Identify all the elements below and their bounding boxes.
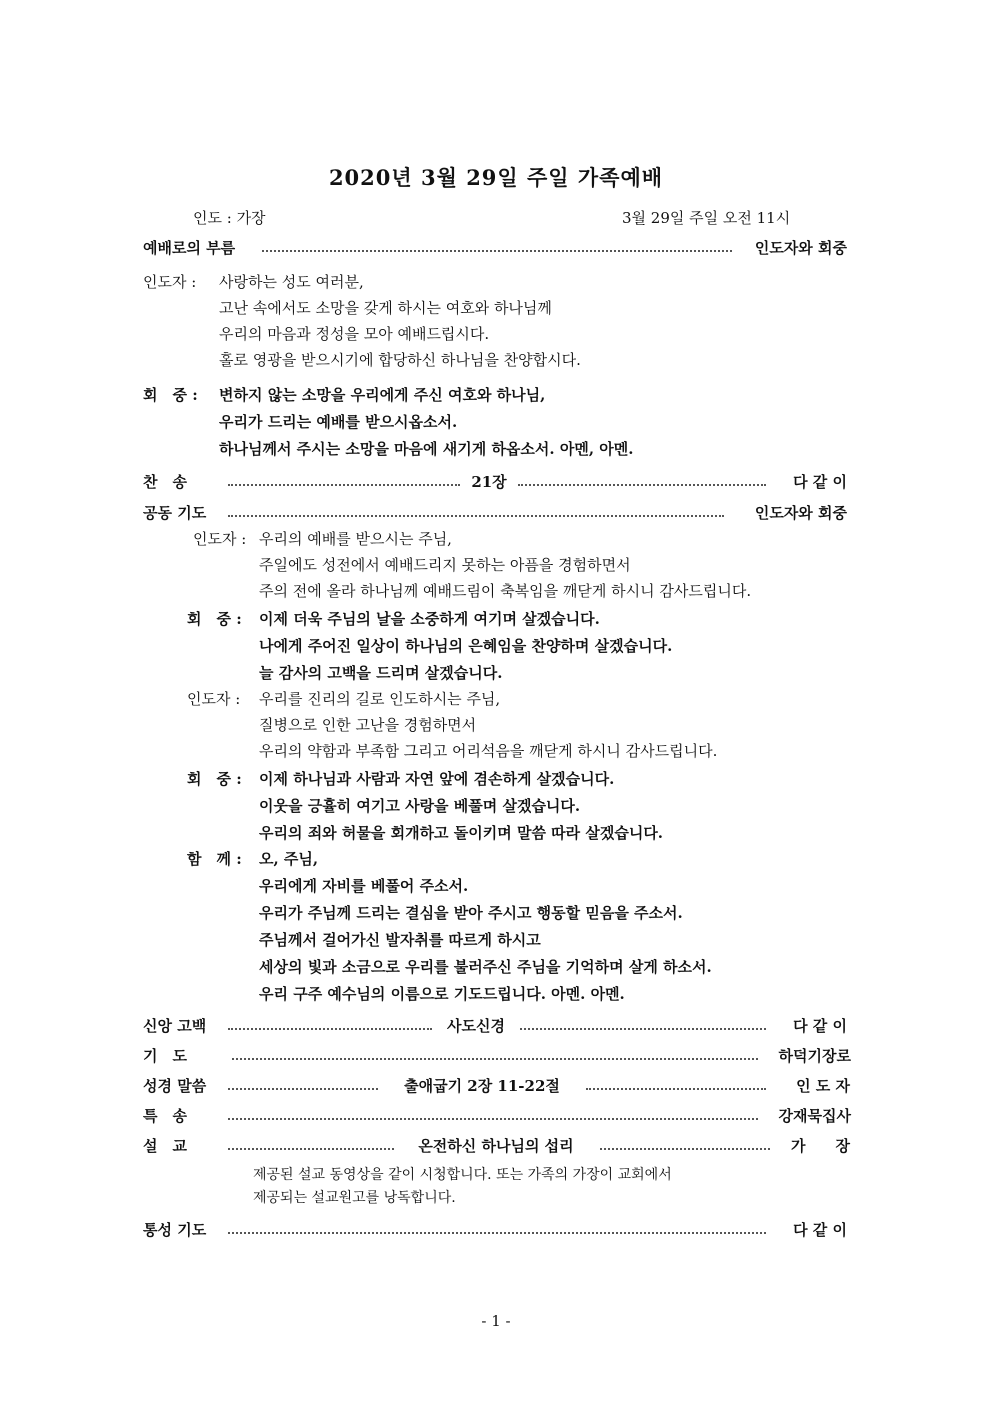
page-title: 2020년 3월 29일 주일 가족예배 xyxy=(328,165,664,190)
prayer-line: 우리가 주님께 드리는 결심을 받아 주시고 행동할 믿음을 주소서. xyxy=(259,904,683,922)
prayer-line: 질병으로 인한 고난을 경험하면서 xyxy=(259,716,477,734)
prayer-speaker: 인도자 : xyxy=(193,530,247,548)
prayer-line: 이제 하나님과 사람과 자연 앞에 겸손하게 살겠습니다. xyxy=(259,770,615,788)
prayer-line: 우리에게 자비를 베풀어 주소서. xyxy=(259,877,469,895)
leader-dots xyxy=(228,1148,394,1150)
prayer-speaker: 함 께 : xyxy=(187,850,242,868)
leader-dots xyxy=(518,484,766,486)
scripture-label: 성경 말씀 xyxy=(143,1077,207,1095)
prayer-line: 주일에도 성전에서 예배드리지 못하는 아픔을 경험하면서 xyxy=(259,556,631,574)
hymn-label: 찬 송 xyxy=(143,473,187,491)
sermon-note: 제공되는 설교원고를 낭독합니다. xyxy=(253,1190,456,1206)
special-by: 강재묵집사 xyxy=(778,1107,851,1125)
unison-label: 통성 기도 xyxy=(143,1221,207,1239)
joint-prayer-label: 공동 기도 xyxy=(143,504,207,522)
prayer-line: 세상의 빛과 소금으로 우리를 불러주신 주님을 기억하며 살게 하소서. xyxy=(259,958,712,976)
leader-dots xyxy=(600,1148,770,1150)
prayer-line: 주님께서 걸어가신 발자취를 따르게 하시고 xyxy=(259,931,541,949)
sermon-note: 제공된 설교 동영상을 같이 시청합니다. 또는 가족의 가장이 교회에서 xyxy=(253,1167,672,1183)
prayer-line: 우리를 진리의 길로 인도하시는 주님, xyxy=(259,690,501,708)
call-leader-label: 인도자 : xyxy=(143,273,197,291)
sermon-title: 온전하신 하나님의 섭리 xyxy=(418,1137,574,1155)
leader-dots xyxy=(228,1118,758,1120)
prayer-speaker: 인도자 : xyxy=(187,690,241,708)
leader-dots xyxy=(228,1232,766,1234)
prayer-speaker: 회 중 : xyxy=(187,770,242,788)
leader-dots xyxy=(520,1028,766,1030)
prayer-line: 늘 감사의 고백을 드리며 살겠습니다. xyxy=(259,664,503,682)
hymn-by: 다 같 이 xyxy=(793,473,847,491)
call-leader-line: 고난 속에서도 소망을 갖게 하시는 여호와 하나님께 xyxy=(219,299,552,317)
prayer-line: 나에게 주어진 일상이 하나님의 은혜임을 찬양하며 살겠습니다. xyxy=(259,637,673,655)
special-label: 특 송 xyxy=(143,1107,187,1125)
prayer-line: 이웃을 긍휼히 여기고 사랑을 베풀며 살겠습니다. xyxy=(259,797,581,815)
prayer-line: 우리의 예배를 받으시는 주님, xyxy=(259,530,452,548)
unison-by: 다 같 이 xyxy=(793,1221,847,1239)
creed-label: 신앙 고백 xyxy=(143,1017,207,1035)
call-cong-line: 우리가 드리는 예배를 받으시옵소서. xyxy=(219,413,458,431)
leader-line: 인도 : 가장 xyxy=(193,209,266,227)
leader-dots xyxy=(586,1088,766,1090)
hymn-number: 21장 xyxy=(471,473,507,491)
call-cong-label: 회 중 : xyxy=(143,386,198,404)
call-leader-line: 우리의 마음과 정성을 모아 예배드립시다. xyxy=(219,325,490,343)
leader-dots xyxy=(228,1028,432,1030)
joint-prayer-by: 인도자와 회중 xyxy=(754,504,847,522)
prayer-line: 우리의 약함과 부족함 그리고 어리석음을 깨닫게 하시니 감사드립니다. xyxy=(259,742,718,760)
prayer-line: 우리의 죄와 허물을 회개하고 돌이키며 말씀 따라 살겠습니다. xyxy=(259,824,664,842)
leader-dots xyxy=(228,484,460,486)
page-number: - 1 - xyxy=(481,1312,511,1330)
call-cong-line: 하나님께서 주시는 소망을 마음에 새기게 하옵소서. 아멘, 아멘. xyxy=(219,440,634,458)
scripture-by: 인 도 자 xyxy=(796,1077,850,1095)
prayer-line: 오, 주님, xyxy=(259,850,319,868)
leader-dots xyxy=(232,1058,758,1060)
prayer-line: 우리 구주 예수님의 이름으로 기도드립니다. 아멘. 아멘. xyxy=(259,985,625,1003)
prayer-by: 하덕기장로 xyxy=(778,1047,851,1065)
call-cong-line: 변하지 않는 소망을 우리에게 주신 여호와 하나님, xyxy=(219,386,546,404)
prayer-speaker: 회 중 : xyxy=(187,610,242,628)
creed-name: 사도신경 xyxy=(447,1017,505,1035)
scripture-reference: 출애굽기 2장 11-22절 xyxy=(404,1077,560,1095)
sermon-by: 가 장 xyxy=(791,1137,850,1155)
leader-dots xyxy=(262,250,732,252)
call-label: 예배로의 부름 xyxy=(143,239,236,257)
sermon-label: 설 교 xyxy=(143,1137,187,1155)
date-line: 3월 29일 주일 오전 11시 xyxy=(622,209,791,227)
call-leader-line: 사랑하는 성도 여러분, xyxy=(219,273,364,291)
creed-by: 다 같 이 xyxy=(793,1017,847,1035)
prayer-label: 기 도 xyxy=(143,1047,187,1065)
prayer-line: 주의 전에 올라 하나님께 예배드림이 축복임을 깨닫게 하시니 감사드립니다. xyxy=(259,582,752,600)
leader-dots xyxy=(228,1088,378,1090)
prayer-line: 이제 더욱 주님의 날을 소중하게 여기며 살겠습니다. xyxy=(259,610,600,628)
leader-dots xyxy=(228,515,724,517)
call-leader-line: 홀로 영광을 받으시기에 합당하신 하나님을 찬양합시다. xyxy=(219,351,581,369)
call-by: 인도자와 회중 xyxy=(754,239,847,257)
